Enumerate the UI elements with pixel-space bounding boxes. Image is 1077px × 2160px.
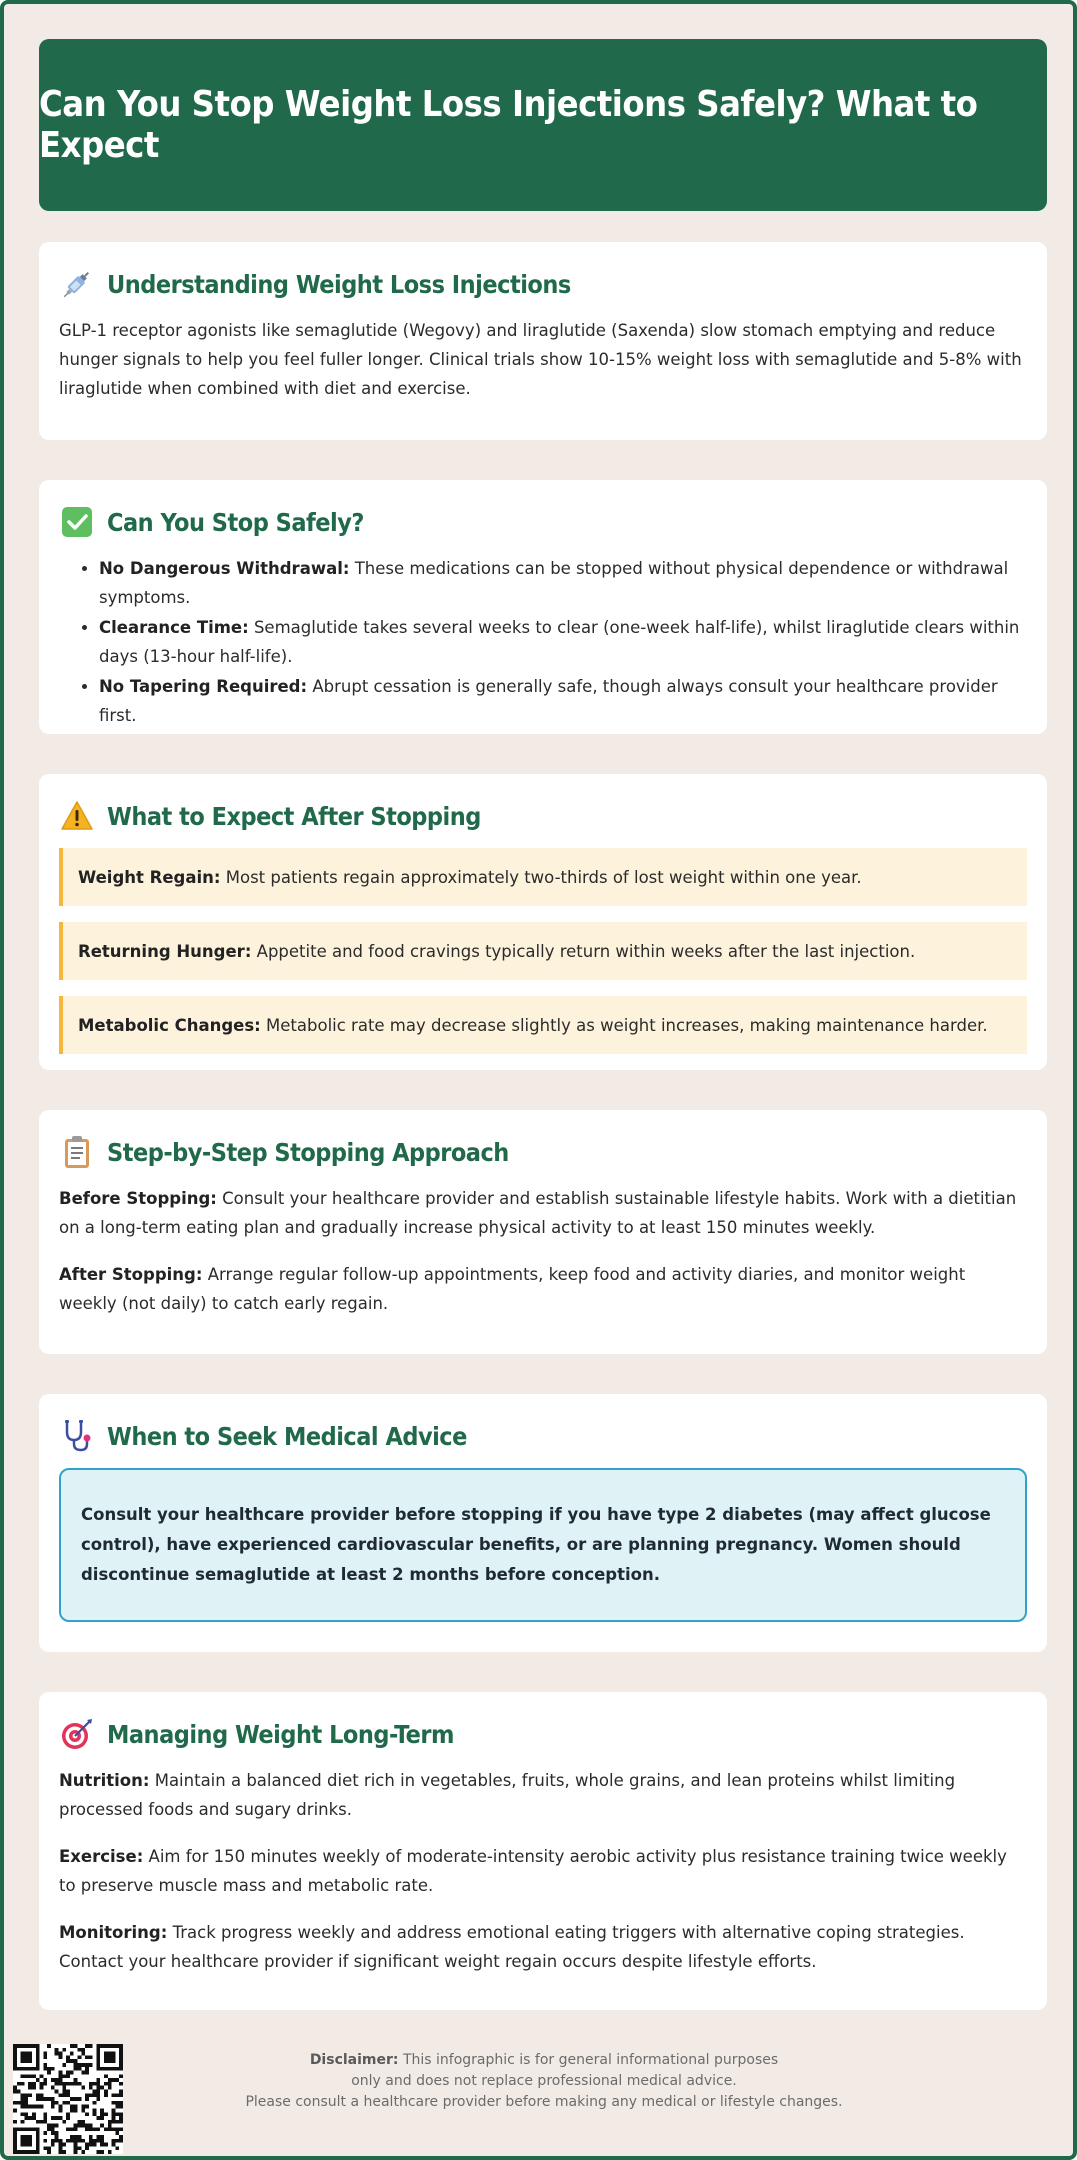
- item-text: Aim for 150 minutes weekly of moderate-intensity aerobic activity plus resistance training twice weekly to preserve muscle mass and metabolic rate.: [59, 1847, 1007, 1895]
- warning-icon: [59, 798, 95, 834]
- disclaimer-label: Disclaimer:: [309, 2052, 399, 2068]
- card-text: GLP-1 receptor agonists like semaglutide (Wegovy) and liraglutide (Saxenda) slow stomach emptying and reduce hunger signals to help you feel fuller longer. Clinical trials show 10-15% weight loss with semaglutide and 5-8% with liraglutide when combined with diet and exercise.: [59, 321, 1022, 398]
- paragraph: [59, 1184, 1027, 1242]
- item-text: These medications can be stopped without physical dependence or withdrawal symptoms.: [99, 559, 1009, 607]
- disclaimer-line: only and does not replace professional medical advice.: [351, 2073, 737, 2089]
- paragraph: [59, 1766, 1027, 1824]
- card-title: Understanding Weight Loss Injections: [107, 269, 571, 299]
- medical-advice-box: [59, 1468, 1027, 1622]
- qr-code-pattern: [13, 2044, 123, 2154]
- callout-metabolic-changes: [59, 996, 1027, 1054]
- clipboard-icon: [59, 1134, 95, 1170]
- item-label: Metabolic Changes:: [78, 1015, 261, 1035]
- item-text: Appetite and food cravings typically return within weeks after the last injection.: [251, 941, 916, 961]
- card-long-term: [39, 1692, 1047, 2010]
- card-header: [59, 1712, 1027, 1756]
- item-label: Monitoring:: [59, 1923, 168, 1942]
- syringe-icon: [59, 266, 95, 302]
- disclaimer-line: Please consult a healthcare provider before making any medical or lifestyle changes.: [245, 2094, 843, 2110]
- card-stop-safely: [39, 480, 1047, 734]
- card-title: When to Seek Medical Advice: [107, 1421, 467, 1451]
- item-label: Returning Hunger:: [78, 941, 252, 961]
- list-item: [99, 613, 1027, 671]
- paragraph: [59, 1918, 1027, 1976]
- medical-advice-text: Consult your healthcare provider before stopping if you have type 2 diabetes (may affect glucose control), have experienced cardiovascular benefits, or are planning pregnancy. Women should discontinue semaglutide at least 2 months before conception.: [81, 1505, 991, 1584]
- card-medical-advice: [39, 1394, 1047, 1652]
- page-header: [39, 39, 1047, 211]
- item-label: Weight Regain:: [78, 867, 221, 887]
- item-text: Track progress weekly and address emotional eating triggers with alternative coping strategies. Contact your healthcare provider if significant weight regain occurs despite lifestyle efforts.: [59, 1923, 965, 1971]
- page-title: Can You Stop Weight Loss Injections Safely? What to Expect: [39, 84, 978, 166]
- item-text: Metabolic rate may decrease slightly as weight increases, making maintenance harder.: [260, 1015, 988, 1035]
- card-header: [59, 500, 1027, 544]
- disclaimer: [144, 2050, 944, 2113]
- item-label: Clearance Time:: [99, 618, 249, 637]
- card-title: Managing Weight Long-Term: [107, 1719, 454, 1749]
- card-header: [59, 1414, 1027, 1458]
- card-approach: [39, 1110, 1047, 1354]
- item-text: Most patients regain approximately two-thirds of lost weight within one year.: [220, 867, 862, 887]
- paragraph: [59, 1842, 1027, 1900]
- item-label: Before Stopping:: [59, 1189, 217, 1208]
- card-expect: [39, 774, 1047, 1070]
- item-label: After Stopping:: [59, 1265, 203, 1284]
- list-item: [99, 554, 1027, 612]
- item-text: Arrange regular follow-up appointments, keep food and activity diaries, and monitor weight weekly (not daily) to catch early regain.: [59, 1265, 966, 1313]
- target-icon: [59, 1716, 95, 1752]
- card-header: [59, 794, 1027, 838]
- stethoscope-icon: [59, 1418, 95, 1454]
- paragraph: [59, 1260, 1027, 1318]
- item-text: Consult your healthcare provider and establish sustainable lifestyle habits. Work with a dietitian on a long-term eating plan and gradually increase physical activity to at least 150 minutes weekly.: [59, 1189, 1017, 1237]
- item-text: Abrupt cessation is generally safe, though always consult your healthcare provider first.: [99, 677, 998, 725]
- check-mark-icon: [59, 504, 95, 540]
- qr-code[interactable]: [13, 2044, 123, 2154]
- item-text: Maintain a balanced diet rich in vegetables, fruits, whole grains, and lean proteins whilst limiting processed foods and sugary drinks.: [59, 1771, 956, 1819]
- footer: [4, 2044, 1077, 2154]
- card-header: [59, 1130, 1027, 1174]
- disclaimer-line: This infographic is for general informational purposes: [398, 2052, 779, 2068]
- card-title: What to Expect After Stopping: [107, 801, 481, 831]
- item-label: Nutrition:: [59, 1771, 150, 1790]
- card-understanding: [39, 242, 1047, 440]
- list-item: [99, 672, 1027, 730]
- bullet-list: [59, 554, 1027, 730]
- item-label: No Dangerous Withdrawal:: [99, 559, 350, 578]
- card-title: Step-by-Step Stopping Approach: [107, 1137, 509, 1167]
- item-label: No Tapering Required:: [99, 677, 308, 696]
- callout-weight-regain: [59, 848, 1027, 906]
- item-text: Semaglutide takes several weeks to clear (one-week half-life), whilst liraglutide clears within days (13-hour half-life).: [99, 618, 1020, 666]
- item-label: Exercise:: [59, 1847, 144, 1866]
- card-title: Can You Stop Safely?: [107, 507, 364, 537]
- card-header: [59, 262, 1027, 306]
- callout-returning-hunger: [59, 922, 1027, 980]
